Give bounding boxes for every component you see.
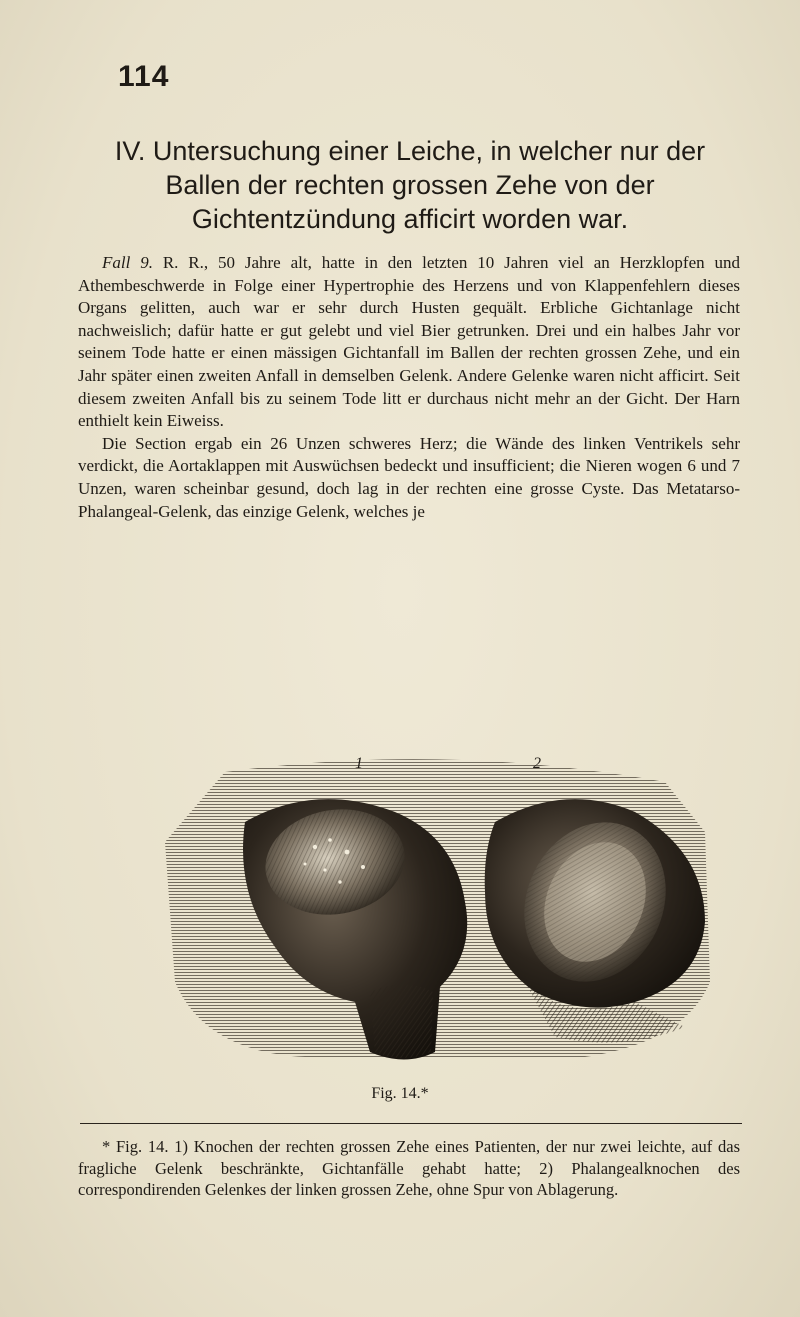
page-number: 114	[118, 60, 170, 93]
paragraph-2: Die Section ergab ein 26 Unzen schweres Herz; die Wände des linken Ventrikels sehr verdickt, die Aortaklappen mit Auswüchsen bedeckt und insufficient; die Nieren wogen 6 und 7 Unzen, waren scheinbar gesund, doch lag in der rechten eine grosse Cyste. Das Metatarso-Phalangeal-Gelenk, das einzige Gelenk, welches je	[78, 433, 740, 521]
footnote-text: * Fig. 14. 1) Knochen der rechten grossen Zehe eines Patienten, der nur zwei leichte, auf das fragliche Gelenk beschränkte, Gichtanfälle gehabt hatte; 2) Phalangealknochen des correspondirenden Gelenkes der linken grossen Zehe, ohne Spur von Ablagerung.	[78, 1137, 740, 1199]
paragraph-case	[78, 252, 740, 433]
figure-14-illustration	[165, 752, 725, 1072]
figure-label-1: 1	[355, 755, 363, 772]
paragraph-1-text: R. R., 50 Jahre alt, hatte in den letzten 10 Jahren viel an Herzklopfen und Athembeschwerde in Folge einer Hypertrophie des Herzens und von Klappenfehlern dieses Organs gelitten, auch war er sehr durch Husten gequält. Erbliche Gichtanlage nicht nachweislich; dafür hatte er gut gelebt und viel Bier getrunken. Drei und ein halbes Jahr vor seinem Tode hatte er einen mässigen Gichtanfall im Ballen der rechten grossen Zehe, und ein Jahr später einen zweiten Anfall in demselben Gelenk. Andere Gelenke waren nicht afficirt. Seit diesem zweiten Anfall bis zu seinem Tode litt er durchaus nicht mehr an der Gicht. Der Harn enthielt kein Eiweiss.	[78, 253, 740, 431]
section-heading: IV. Untersuchung einer Leiche, in welcher nur der Ballen der rechten grossen Zehe von der Gichtentzündung afficirt worden war.	[114, 136, 706, 234]
case-label: Fall 9.	[102, 253, 153, 272]
footnote	[78, 1136, 740, 1201]
figure-caption: Fig. 14.*	[371, 1085, 429, 1102]
footnote-divider	[80, 1123, 742, 1124]
body-text	[78, 252, 740, 523]
figure-label-2: 2	[533, 755, 541, 772]
